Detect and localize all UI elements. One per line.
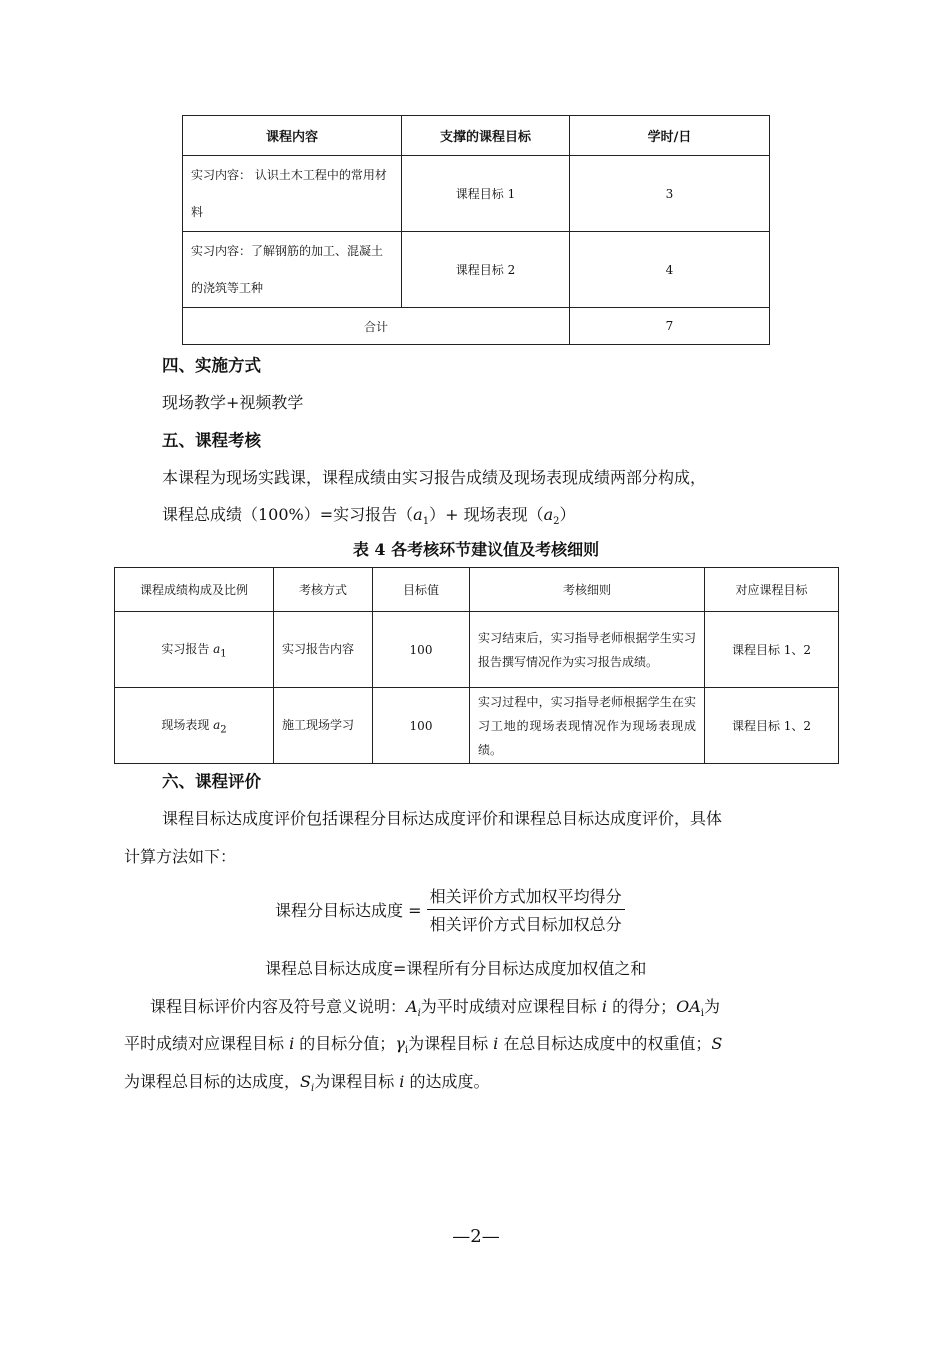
- formula-numerator: 相关评价方式加权平均得分: [427, 884, 625, 910]
- method-cell: 实习报告内容: [274, 612, 373, 688]
- component-cell: 现场表现 $a_2$: [115, 688, 274, 764]
- column-header: 考核方式: [274, 568, 373, 612]
- table-row: [115, 688, 839, 764]
- formula-lhs: 课程分目标达成度 =: [275, 901, 422, 920]
- table-row: [183, 156, 770, 232]
- page-number: —2—: [452, 1226, 500, 1247]
- table-row: [183, 232, 770, 308]
- target-cell: 100: [373, 688, 470, 764]
- target-cell: 100: [373, 612, 470, 688]
- paragraph: 课程目标达成度评价包括课程分目标达成度评价和课程总目标达成度评价，具体: [162, 809, 723, 828]
- column-header: 学时/日: [570, 116, 770, 156]
- column-header: 支撑的课程目标: [402, 116, 570, 156]
- formula-fraction: [427, 884, 625, 935]
- goal-cell: 课程目标 1: [402, 156, 570, 232]
- goals-cell: 课程目标 1、2: [705, 688, 839, 764]
- column-header: 考核细则: [470, 568, 705, 612]
- column-header: 对应课程目标: [705, 568, 839, 612]
- goal-cell: 课程目标 2: [402, 232, 570, 308]
- paragraph: 本课程为现场实践课，课程成绩由实习报告成绩及现场表现成绩两部分构成，: [162, 468, 707, 487]
- table-caption: 表 4 各考核环节建议值及考核细则: [352, 540, 600, 559]
- total-label: 合计: [183, 308, 570, 345]
- component-cell: 实习报告 $a_1$: [115, 612, 274, 688]
- explanation-line: 平时成绩对应课程目标 i 的目标分值；$\gamma_i$为课程目标 i 在总目标达成度中的权重值；S: [124, 1034, 723, 1057]
- formula-denominator: 相关评价方式目标加权总分: [429, 915, 622, 934]
- table-row: [115, 612, 839, 688]
- hours-cell: 4: [570, 232, 770, 308]
- column-header: 课程内容: [183, 116, 402, 156]
- column-header: 目标值: [373, 568, 470, 612]
- hours-cell: 3: [570, 156, 770, 232]
- explanation-line: 为课程总目标的达成度，$S_i$为课程目标 i 的达成度。: [124, 1072, 490, 1095]
- table-header-row: [183, 116, 770, 156]
- explanation-line: 课程目标评价内容及符号意义说明：$A_i$为平时成绩对应课程目标 i 的得分；$OA_i$为: [150, 997, 720, 1020]
- total-achievement-formula: 课程总目标达成度=课程所有分目标达成度加权值之和: [265, 959, 647, 978]
- course-content-table: [182, 115, 770, 345]
- table-header-row: [115, 568, 839, 612]
- section-heading: 六、课程评价: [162, 772, 261, 791]
- paragraph: 计算方法如下：: [124, 847, 237, 866]
- grade-formula: 课程总成绩（100%）=实习报告$(a_1)+$ 现场表现$(a_2)$: [162, 505, 576, 528]
- method-cell: 施工现场学习: [274, 688, 373, 764]
- section-heading: 四、实施方式: [162, 356, 261, 375]
- detail-cell: 实习过程中，实习指导老师根据学生在实习工地的现场表现情况作为现场表现成绩。: [470, 688, 705, 764]
- content-cell: 实习内容：了解钢筋的加工、混凝土的浇筑等工种: [183, 232, 402, 308]
- paragraph: 现场教学+视频教学: [162, 393, 304, 412]
- total-hours: 7: [570, 308, 770, 345]
- assessment-table: [114, 567, 839, 764]
- achievement-formula: [275, 884, 625, 935]
- detail-cell: 实习结束后，实习指导老师根据学生实习报告撰写情况作为实习报告成绩。: [470, 612, 705, 688]
- section-heading: 五、课程考核: [162, 431, 261, 450]
- column-header: 课程成绩构成及比例: [115, 568, 274, 612]
- goals-cell: 课程目标 1、2: [705, 612, 839, 688]
- content-cell: 实习内容： 认识土木工程中的常用材料: [183, 156, 402, 232]
- total-row: [183, 308, 770, 345]
